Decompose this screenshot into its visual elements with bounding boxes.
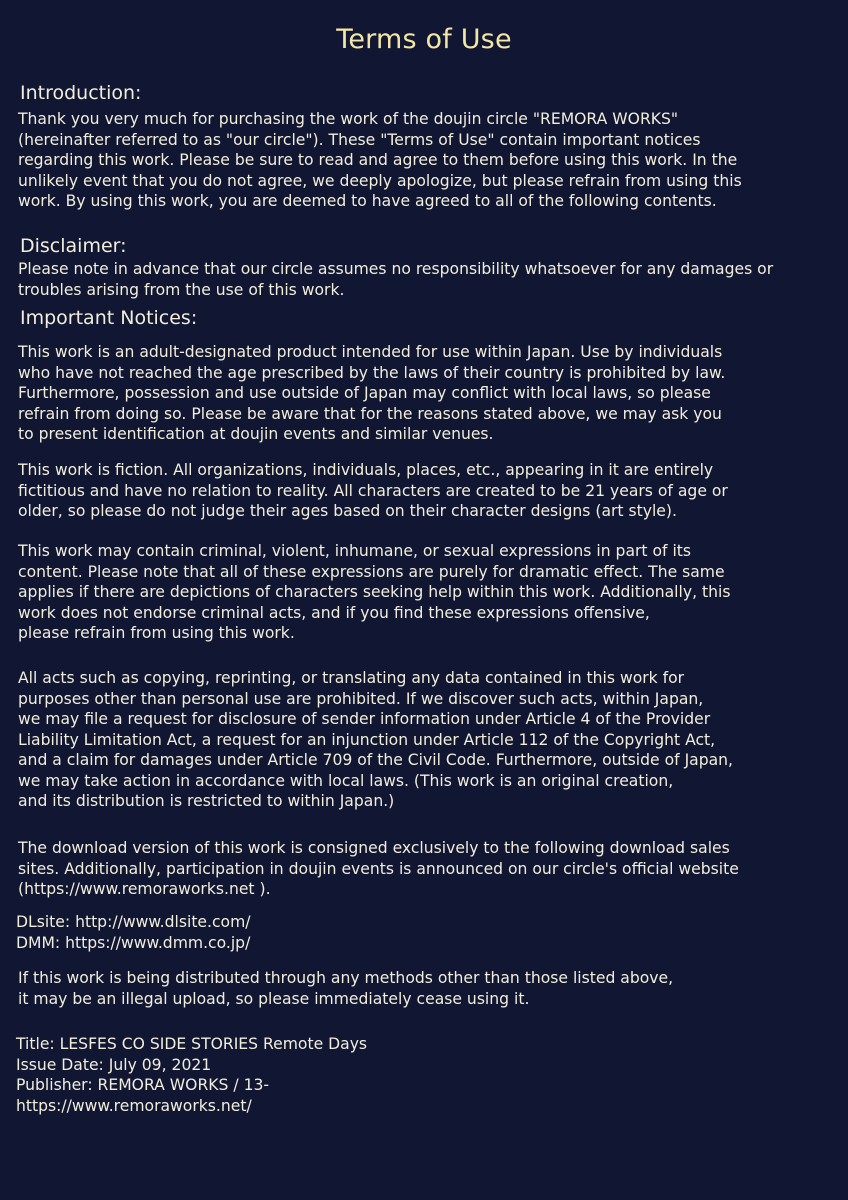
disclaimer-text: Please note in advance that our circle assumes no responsibility whatsoever for any damages or troubles arising from the use of this work. bbox=[18, 260, 774, 299]
colophon-title: Title: LESFES CO SIDE STORIES Remote Days bbox=[16, 1035, 368, 1053]
notice-download-sites: The download version of this work is consigned exclusively to the following download sales sites. Additionally, participation in doujin events is announced on our circle's official website (https://www.remoraworks.net ). bbox=[18, 839, 739, 898]
notice-expressions: This work may contain criminal, violent, inhumane, or sexual expressions in part of its content. Please note that all of these expressions are purely for dramatic effect. The same applies if there are depictions of characters seeking help within this work. Additionally, this work does not endorse criminal acts, and if you find these expressions offensive, please refrain from using this work. bbox=[18, 542, 731, 642]
colophon-url: https://www.remoraworks.net/ bbox=[16, 1096, 252, 1115]
colophon-publisher: Publisher: REMORA WORKS / 13- bbox=[16, 1076, 270, 1094]
site-dlsite-link: DLsite: http://www.dlsite.com/ bbox=[16, 913, 251, 931]
notice-copyright: All acts such as copying, reprinting, or translating any data contained in this work for purposes other than personal use are prohibited. If we discover such acts, within Japan, we may file a request for disclosure of sender information under Article 4 of the Provider Liability Limitation Act, a request for an injunction under Article 112 of the Copyright Act, and a claim for damages under Article 709 of the Civil Code. Furthermore, outside of Japan, we may take action in accordance with local laws. (This work is an original creation, and its distribution is restricted to within Japan.) bbox=[18, 669, 734, 810]
sites-list bbox=[16, 912, 251, 953]
notice-fiction: This work is fiction. All organizations, individuals, places, etc., appearing in it are entirely fictitious and have no relation to reality. All characters are created to be 21 years of age or older, so please do not judge their ages based on their character designs (art style). bbox=[18, 461, 728, 520]
page-title: Terms of Use bbox=[336, 24, 512, 55]
notice-age-restriction: This work is an adult-designated product intended for use within Japan. Use by individuals who have not reached the age prescribed by the laws of their country is prohibited by law. Furthermore, possession and use outside of Japan may conflict with local laws, so please refrain from doing so. Please be aware that for the reasons stated above, we may ask you to present identification at doujin events and similar venues. bbox=[18, 343, 726, 443]
illegal-upload-notice: If this work is being distributed through any methods other than those listed above, it may be an illegal upload, so please immediately cease using it. bbox=[18, 969, 674, 1008]
colophon bbox=[16, 1034, 367, 1116]
disclaimer-heading: Disclaimer: bbox=[20, 235, 127, 257]
introduction-heading: Introduction: bbox=[20, 82, 142, 104]
introduction-text: Thank you very much for purchasing the work of the doujin circle "REMORA WORKS" (hereinafter referred to as "our circle"). These "Terms of Use" contain important notices regarding this work. Please be sure to read and agree to them before using this work. In the unlikely event that you do not agree, we deeply apologize, but please refrain from using this work. By using this work, you are deemed to have agreed to all of the following contents. bbox=[18, 110, 742, 210]
site-dmm-link: DMM: https://www.dmm.co.jp/ bbox=[16, 933, 251, 952]
important-notices-heading: Important Notices: bbox=[20, 307, 198, 329]
colophon-issue-date: Issue Date: July 09, 2021 bbox=[16, 1055, 212, 1074]
